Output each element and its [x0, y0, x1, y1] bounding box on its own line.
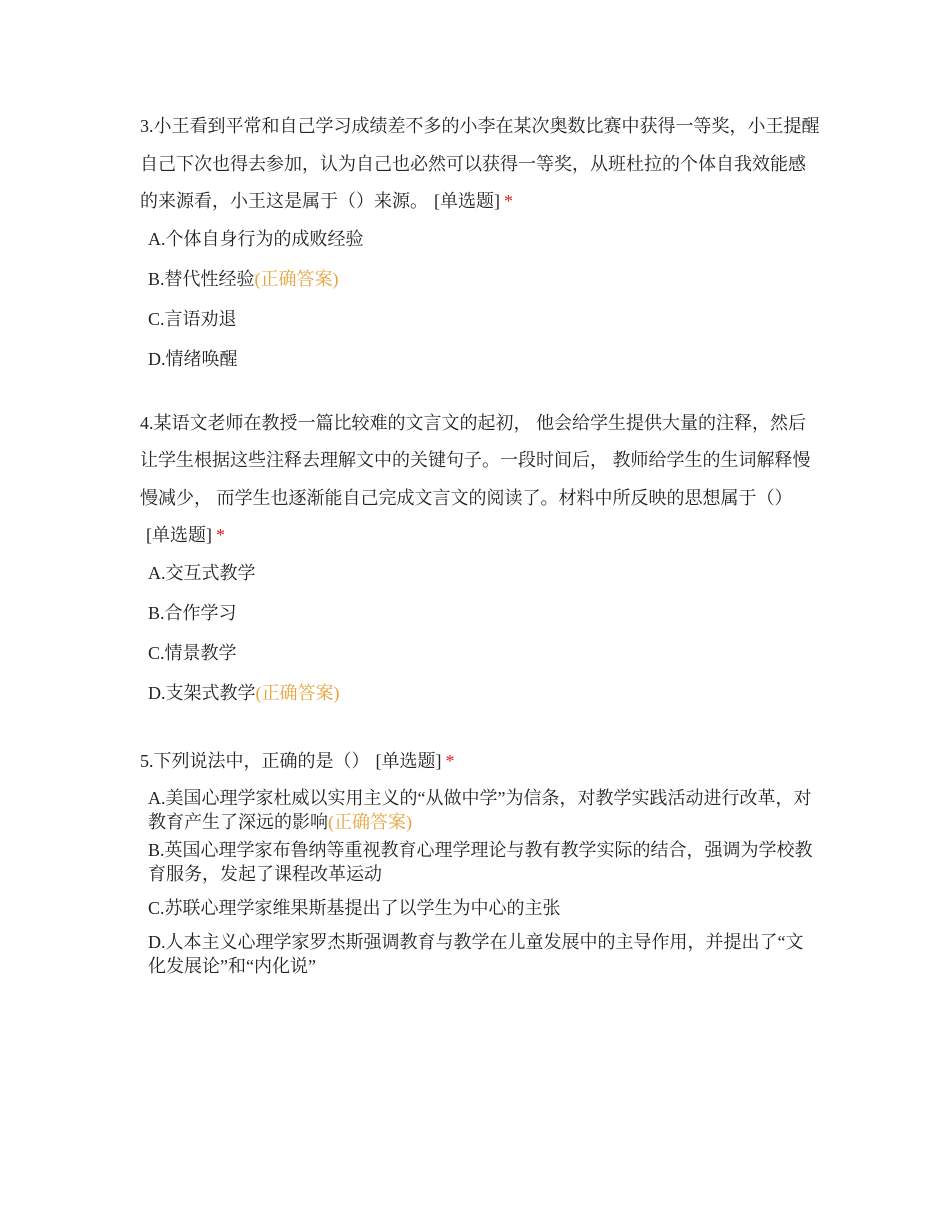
- option-d: [148, 347, 820, 371]
- required-mark: *: [504, 191, 513, 211]
- question-4: [140, 405, 820, 705]
- question-4-stem: 4.某语文老师在教授一篇比较难的文言文的起初， 他会给学生提供大量的注释，然后让学生根据这些注释去理解文中的关键句子。一段时间后， 教师给学生的生词解释慢慢减少， 而学生也逐渐能自己完成文言文的阅读了。材料中所反映的思想属于（）: [140, 412, 811, 508]
- option-text: C.言语劝退: [148, 308, 237, 329]
- question-5: [140, 743, 820, 979]
- option-a: [148, 227, 820, 251]
- option-a: [148, 561, 820, 585]
- correct-answer-label: (正确答案): [254, 268, 339, 289]
- question-5-text: [140, 743, 820, 781]
- correct-answer-label: (正确答案): [328, 812, 412, 832]
- correct-answer-label: (正确答案): [255, 682, 340, 703]
- required-mark: *: [216, 525, 225, 545]
- question-3-stem: 3.小王看到平常和自己学习成绩差不多的小李在某次奥数比赛中获得一等奖，小王提醒自己下次也得去参加，认为自己也必然可以获得一等奖，从班杜拉的个体自我效能感的来源看，小王这是属于（）来源。: [140, 116, 820, 211]
- option-text: A.交互式教学: [148, 562, 256, 583]
- question-3-options: [148, 227, 820, 371]
- question-type-label: [单选题]: [434, 191, 500, 211]
- option-text: A.个体自身行为的成败经验: [148, 228, 364, 249]
- option-d: [148, 930, 820, 978]
- option-text: D.情绪唤醒: [148, 348, 238, 369]
- question-3-text: [140, 108, 820, 221]
- option-text: D.人本主义心理学家罗杰斯强调教育与教学在儿童发展中的主导作用，并提出了“文化发展论”和“内化说”: [148, 932, 804, 976]
- question-4-options: [148, 561, 820, 705]
- option-d: [148, 681, 820, 705]
- option-b: [148, 267, 820, 291]
- option-text: C.苏联心理学家维果斯基提出了以学生为中心的主张: [148, 898, 561, 918]
- question-type-label: [单选题]: [375, 750, 442, 771]
- option-text: B.替代性经验: [148, 268, 255, 289]
- option-text: C.情景教学: [148, 642, 237, 663]
- option-b: [148, 601, 820, 625]
- option-text: A.美国心理学家杜威以实用主义的“从做中学”为信条，对教学实践活动进行改革，对教育产生了深远的影响: [148, 788, 812, 832]
- survey-answer-sheet: [140, 108, 820, 988]
- question-5-stem: 5.下列说法中，正确的是（）: [140, 750, 370, 771]
- option-text: D.支架式教学: [148, 682, 256, 703]
- question-4-text: [140, 405, 820, 555]
- option-c: [148, 896, 820, 920]
- option-text: B.英国心理学家布鲁纳等重视教育心理学理论与教有教学实际的结合，强调为学校教育服务，发起了课程改革运动: [148, 840, 813, 884]
- option-c: [148, 641, 820, 665]
- required-mark: *: [445, 750, 455, 771]
- option-text: B.合作学习: [148, 602, 237, 623]
- question-type-label: [单选题]: [146, 525, 212, 545]
- question-3: [140, 108, 820, 371]
- option-a: [148, 786, 820, 834]
- option-c: [148, 307, 820, 331]
- question-5-options: [148, 786, 820, 978]
- option-b: [148, 838, 820, 886]
